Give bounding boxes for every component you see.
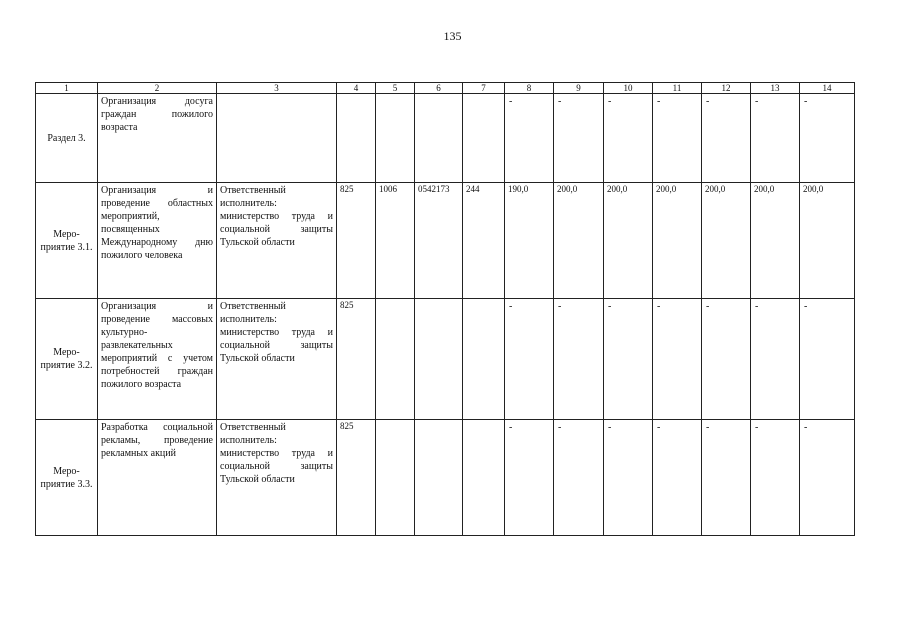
year-value: - <box>702 299 751 420</box>
year-value: - <box>554 420 604 536</box>
cell-c7 <box>463 420 505 536</box>
column-header: 2 <box>98 83 217 94</box>
page-number: 135 <box>443 29 462 43</box>
cell-c7 <box>463 299 505 420</box>
column-header: 11 <box>653 83 702 94</box>
year-value: - <box>653 94 702 183</box>
column-header: 3 <box>217 83 337 94</box>
cell-c4: 825 <box>337 299 376 420</box>
row-label: Меро-приятие 3.1. <box>36 183 98 299</box>
cell-c7 <box>463 94 505 183</box>
row-executor <box>217 94 337 183</box>
row-executor: Ответственный исполнитель: министерство труда и социальной защиты Тульской области <box>217 299 337 420</box>
column-header: 6 <box>415 83 463 94</box>
cell-c5: 1006 <box>376 183 415 299</box>
row-executor: Ответственный исполнитель: министерство труда и социальной защиты Тульской области <box>217 183 337 299</box>
table-row <box>36 94 855 183</box>
year-value: - <box>604 420 653 536</box>
cell-c5 <box>376 94 415 183</box>
year-value: - <box>604 94 653 183</box>
row-name: Организация и проведение областных мероприятий, посвященных Международному дню пожилого человека <box>98 183 217 299</box>
column-header: 10 <box>604 83 653 94</box>
year-value: 200,0 <box>702 183 751 299</box>
cell-c6: 0542173 <box>415 183 463 299</box>
year-value: - <box>554 94 604 183</box>
column-header: 5 <box>376 83 415 94</box>
table-row <box>36 299 855 420</box>
year-value: 200,0 <box>604 183 653 299</box>
year-value: 200,0 <box>554 183 604 299</box>
row-label: Раздел 3. <box>36 94 98 183</box>
year-value: - <box>751 299 800 420</box>
column-header: 4 <box>337 83 376 94</box>
year-value: 190,0 <box>505 183 554 299</box>
column-header: 9 <box>554 83 604 94</box>
year-value: - <box>751 420 800 536</box>
year-value: - <box>751 94 800 183</box>
year-value: 200,0 <box>800 183 855 299</box>
year-value: - <box>604 299 653 420</box>
cell-c5 <box>376 420 415 536</box>
column-header: 7 <box>463 83 505 94</box>
cell-c4 <box>337 94 376 183</box>
year-value: - <box>800 299 855 420</box>
column-header: 12 <box>702 83 751 94</box>
year-value: - <box>505 94 554 183</box>
cell-c6 <box>415 420 463 536</box>
row-name: Организация и проведение массовых культурно-развлекательных мероприятий с учетом потребностей граждан пожилого возраста <box>98 299 217 420</box>
cell-c7: 244 <box>463 183 505 299</box>
year-value: - <box>800 420 855 536</box>
year-value: - <box>554 299 604 420</box>
column-header: 13 <box>751 83 800 94</box>
row-label: Меро-приятие 3.2. <box>36 299 98 420</box>
year-value: - <box>702 420 751 536</box>
year-value: - <box>505 420 554 536</box>
cell-c4: 825 <box>337 420 376 536</box>
cell-c5 <box>376 299 415 420</box>
row-name: Организация досуга граждан пожилого возраста <box>98 94 217 183</box>
cell-c4: 825 <box>337 183 376 299</box>
year-value: - <box>653 299 702 420</box>
year-value: - <box>800 94 855 183</box>
row-name: Разработка социальной рекламы, проведение рекламных акций <box>98 420 217 536</box>
year-value: - <box>702 94 751 183</box>
row-label: Меро-приятие 3.3. <box>36 420 98 536</box>
header-row <box>36 83 855 94</box>
year-value: - <box>505 299 554 420</box>
cell-c6 <box>415 94 463 183</box>
year-value: 200,0 <box>653 183 702 299</box>
year-value: 200,0 <box>751 183 800 299</box>
table-row <box>36 183 855 299</box>
table-row <box>36 420 855 536</box>
column-header: 8 <box>505 83 554 94</box>
column-header: 1 <box>36 83 98 94</box>
year-value: - <box>653 420 702 536</box>
cell-c6 <box>415 299 463 420</box>
row-executor: Ответственный исполнитель: министерство труда и социальной защиты Тульской области <box>217 420 337 536</box>
program-table <box>35 82 855 536</box>
column-header: 14 <box>800 83 855 94</box>
